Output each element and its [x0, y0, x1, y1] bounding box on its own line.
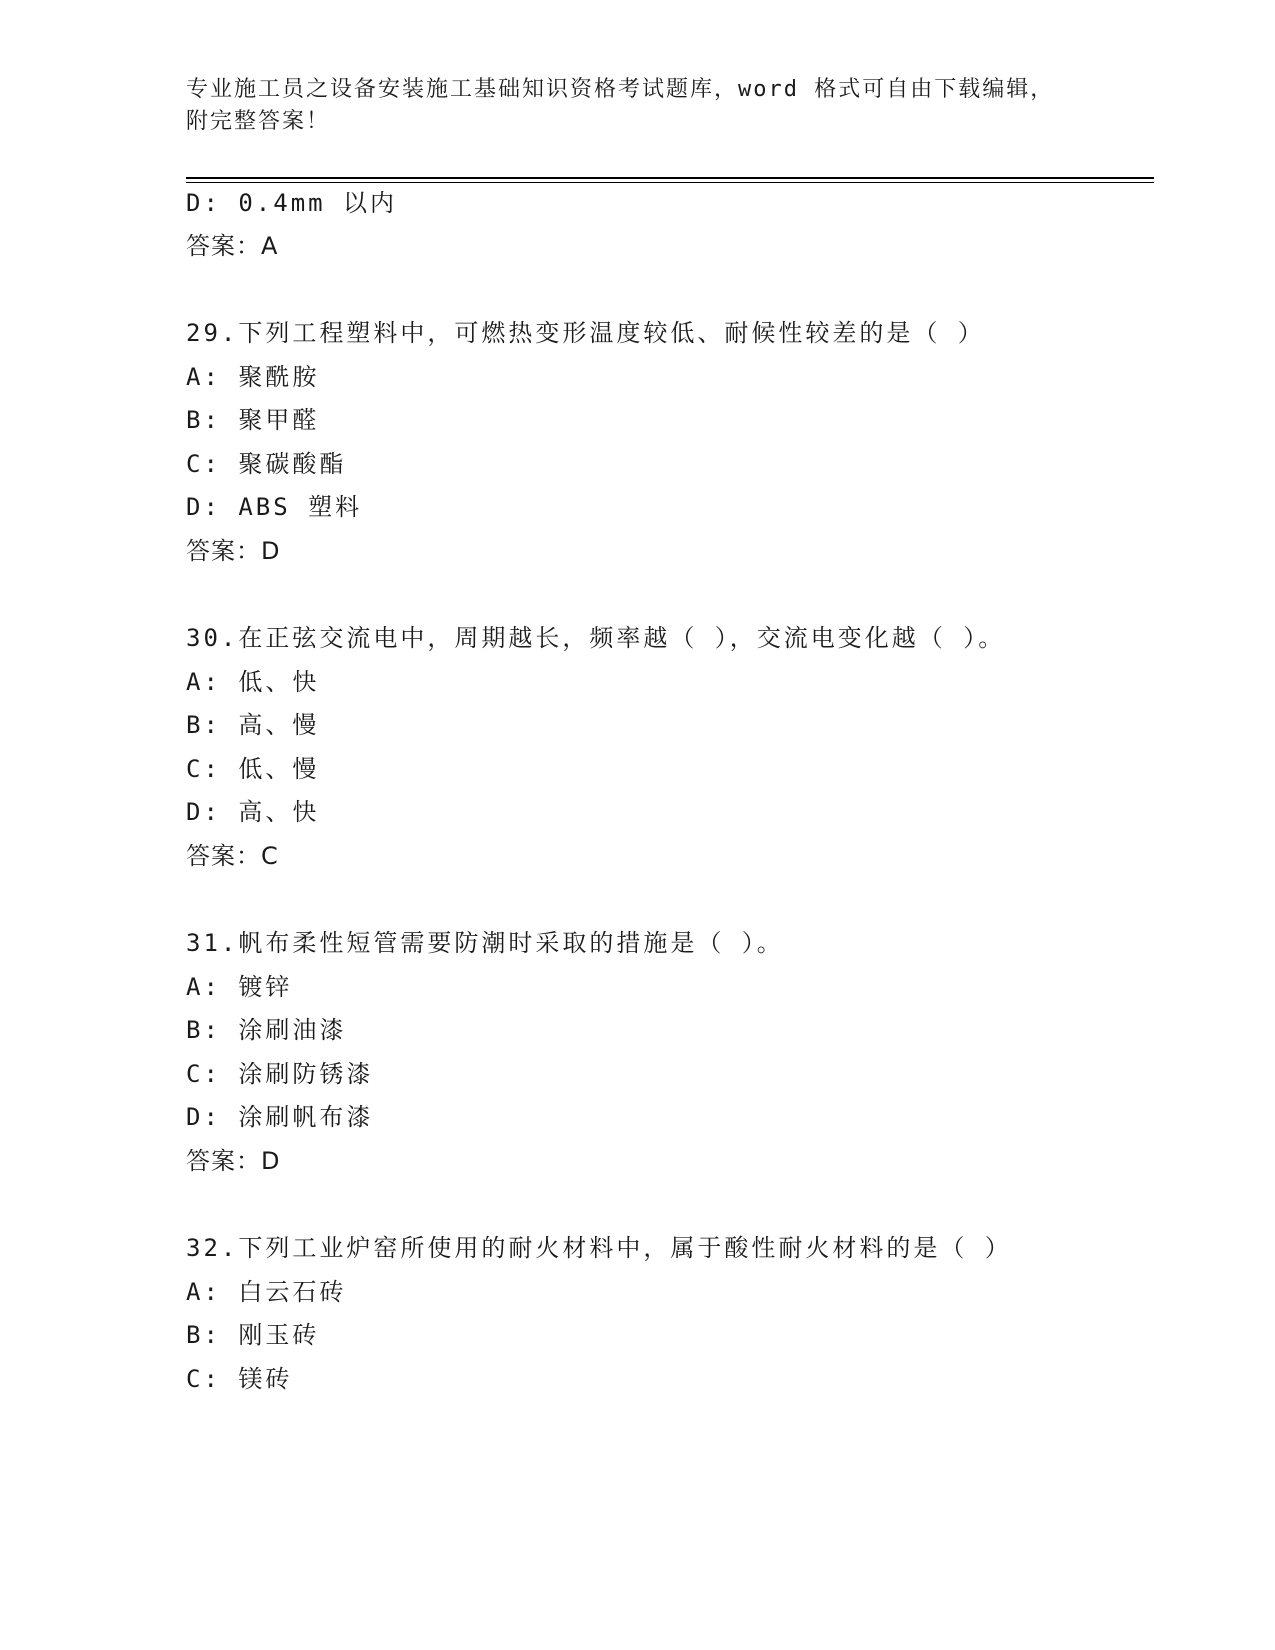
q31-option-b: B: 涂刷油漆 — [186, 1016, 347, 1044]
q31-question: 31.帆布柔性短管需要防潮时采取的措施是（ ）。 — [186, 929, 784, 957]
q30-option-b: B: 高、慢 — [186, 711, 320, 739]
q32-option-b: B: 刚玉砖 — [186, 1321, 320, 1349]
prev-answer: 答案：A — [186, 232, 279, 260]
q31-option-d: D: 涂刷帆布漆 — [186, 1103, 374, 1131]
header-line-1: 专业施工员之设备安装施工基础知识资格考试题库，word 格式可自由下载编辑， — [186, 77, 1055, 102]
q30-option-a: A: 低、快 — [186, 668, 320, 696]
q31-option-c: C: 涂刷防锈漆 — [186, 1060, 374, 1088]
q31-option-a: A: 镀锌 — [186, 973, 293, 1001]
q31-answer: 答案：D — [186, 1147, 281, 1175]
q32-option-c: C: 镁砖 — [186, 1365, 293, 1393]
q29-option-a: A: 聚酰胺 — [186, 363, 320, 391]
document-header — [186, 74, 1086, 138]
q30-option-c: C: 低、慢 — [186, 755, 320, 783]
q29-option-d: D: ABS 塑料 — [186, 493, 363, 521]
q30-question: 30.在正弦交流电中，周期越长，频率越（ ），交流电变化越（ ）。 — [186, 624, 1006, 652]
header-divider-thin — [186, 182, 1154, 183]
q29-option-b: B: 聚甲醛 — [186, 406, 320, 434]
q30-answer: 答案：C — [186, 842, 279, 870]
q29-option-c: C: 聚碳酸酯 — [186, 450, 347, 478]
q29-question: 29.下列工程塑料中，可燃热变形温度较低、耐候性较差的是（ ） — [186, 319, 985, 347]
prev-option-d: D: 0.4mm 以内 — [186, 189, 398, 217]
header-divider-thick — [186, 177, 1154, 179]
header-line-2: 附完整答案！ — [186, 109, 331, 134]
q32-question: 32.下列工业炉窑所使用的耐火材料中，属于酸性耐火材料的是（ ） — [186, 1234, 1012, 1262]
q29-answer: 答案：D — [186, 537, 281, 565]
q32-option-a: A: 白云石砖 — [186, 1278, 347, 1306]
q30-option-d: D: 高、快 — [186, 798, 320, 826]
